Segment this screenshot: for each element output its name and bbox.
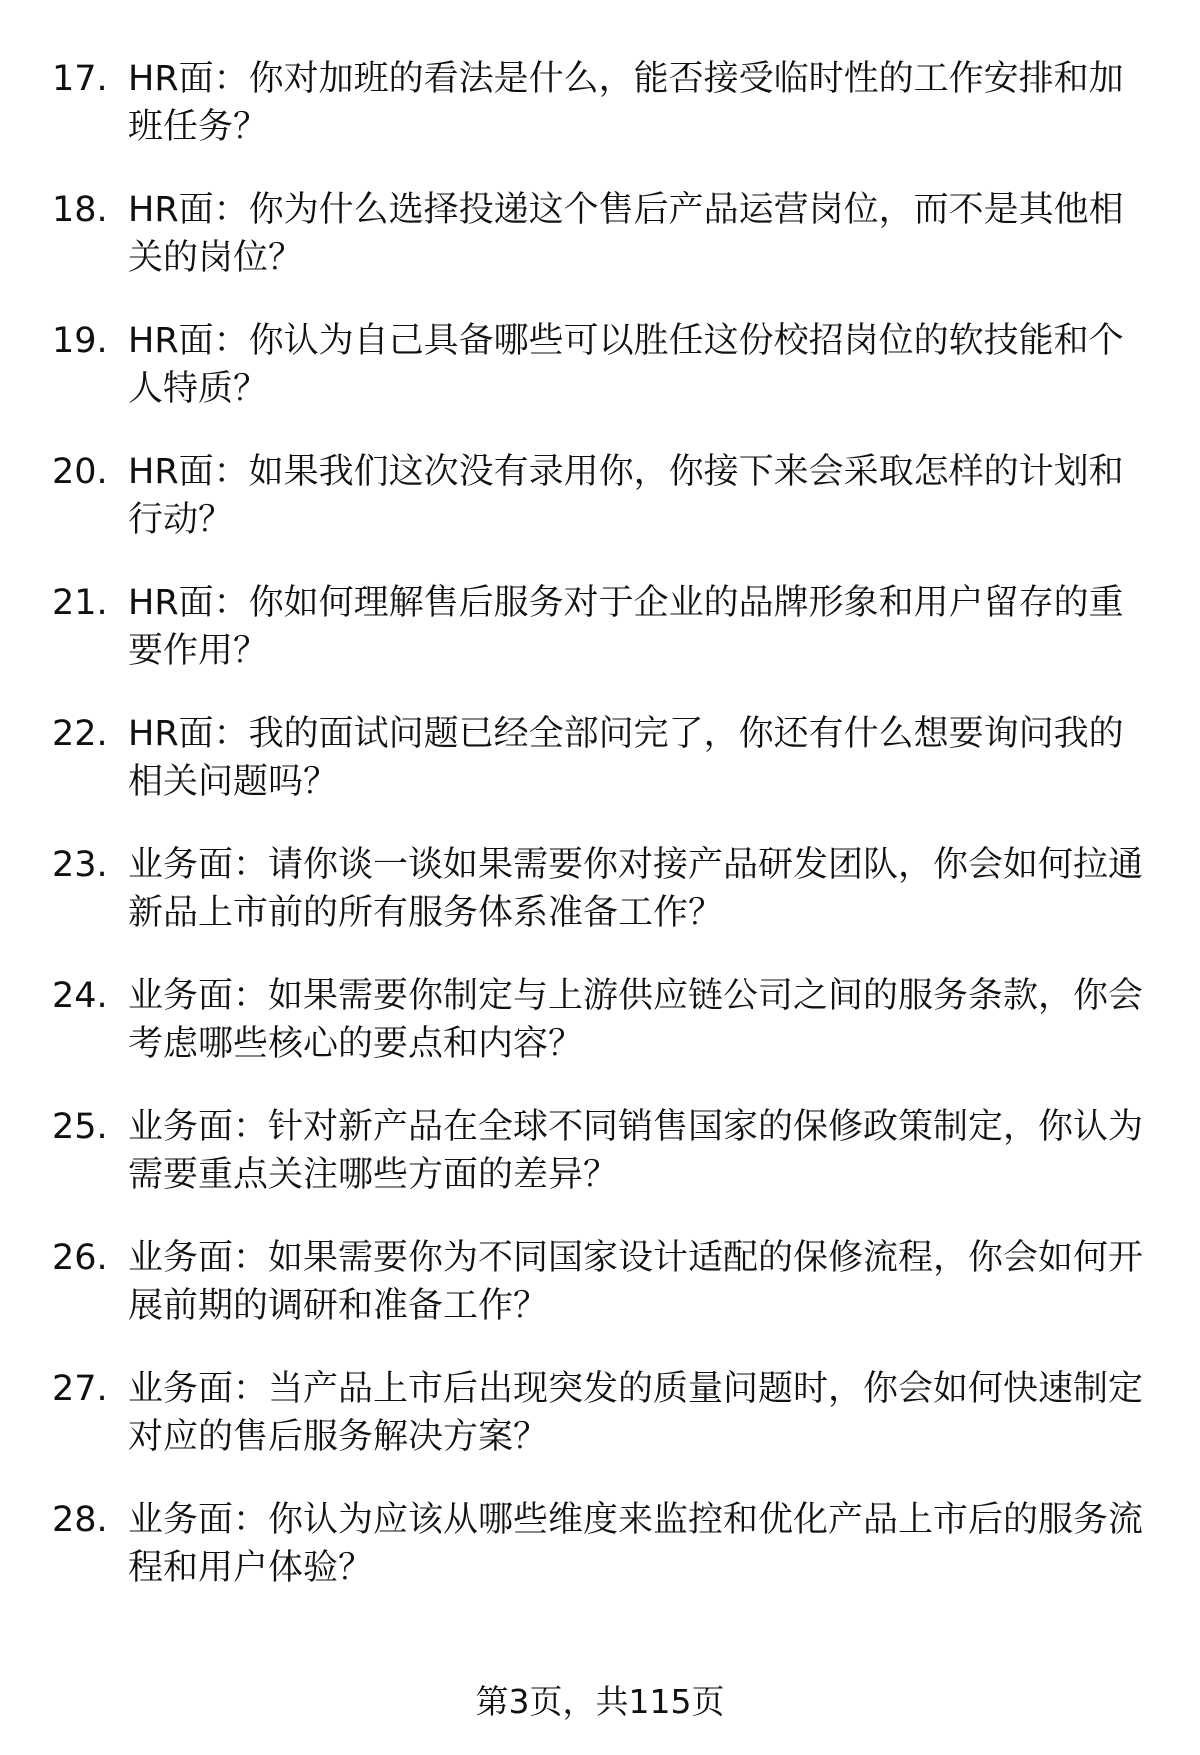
question-number: 22. [52,714,108,754]
question-number: 19. [52,321,108,361]
question-text: HR面：你认为自己具备哪些可以胜任这份校招岗位的软技能和个人特质？ [128,321,1124,409]
question-number: 28. [52,1500,108,1540]
question-item [52,186,1152,282]
question-item [52,579,1152,675]
question-number: 27. [52,1369,108,1409]
question-item [52,972,1152,1068]
question-item [52,1103,1152,1199]
question-text: HR面：你为什么选择投递这个售后产品运营岗位，而不是其他相关的岗位？ [128,190,1124,278]
question-item [52,55,1152,151]
question-text: 业务面：你认为应该从哪些维度来监控和优化产品上市后的服务流程和用户体验？ [128,1500,1144,1588]
question-text: 业务面：当产品上市后出现突发的质量问题时，你会如何快速制定对应的售后服务解决方案？ [128,1369,1144,1457]
question-text: HR面：我的面试问题已经全部问完了，你还有什么想要询问我的相关问题吗？ [128,714,1124,802]
question-item [52,317,1152,413]
question-text: 业务面：请你谈一谈如果需要你对接产品研发团队，你会如何拉通新品上市前的所有服务体系准备工作？ [128,845,1144,933]
question-number: 26. [52,1238,108,1278]
page-footer: 第3页，共115页 [475,1682,725,1721]
question-item [52,710,1152,806]
question-text: 业务面：如果需要你制定与上游供应链公司之间的服务条款，你会考虑哪些核心的要点和内容？ [128,976,1144,1064]
question-item [52,1234,1152,1330]
question-text: HR面：你如何理解售后服务对于企业的品牌形象和用户留存的重要作用？ [128,583,1124,671]
question-number: 25. [52,1107,108,1147]
question-text: 业务面：如果需要你为不同国家设计适配的保修流程，你会如何开展前期的调研和准备工作？ [128,1238,1144,1326]
question-text: 业务面：针对新产品在全球不同销售国家的保修政策制定，你认为需要重点关注哪些方面的差异？ [128,1107,1144,1195]
question-item [52,1496,1152,1592]
question-text: HR面：如果我们这次没有录用你，你接下来会采取怎样的计划和行动？ [128,452,1124,540]
question-number: 20. [52,452,108,492]
question-item [52,448,1152,544]
question-item [52,1365,1152,1461]
question-number: 23. [52,845,108,885]
question-item [52,841,1152,937]
question-text: HR面：你对加班的看法是什么，能否接受临时性的工作安排和加班任务？ [128,59,1124,147]
question-list [52,55,1152,1627]
question-number: 24. [52,976,108,1016]
question-number: 17. [52,59,108,99]
question-number: 21. [52,583,108,623]
question-number: 18. [52,190,108,230]
